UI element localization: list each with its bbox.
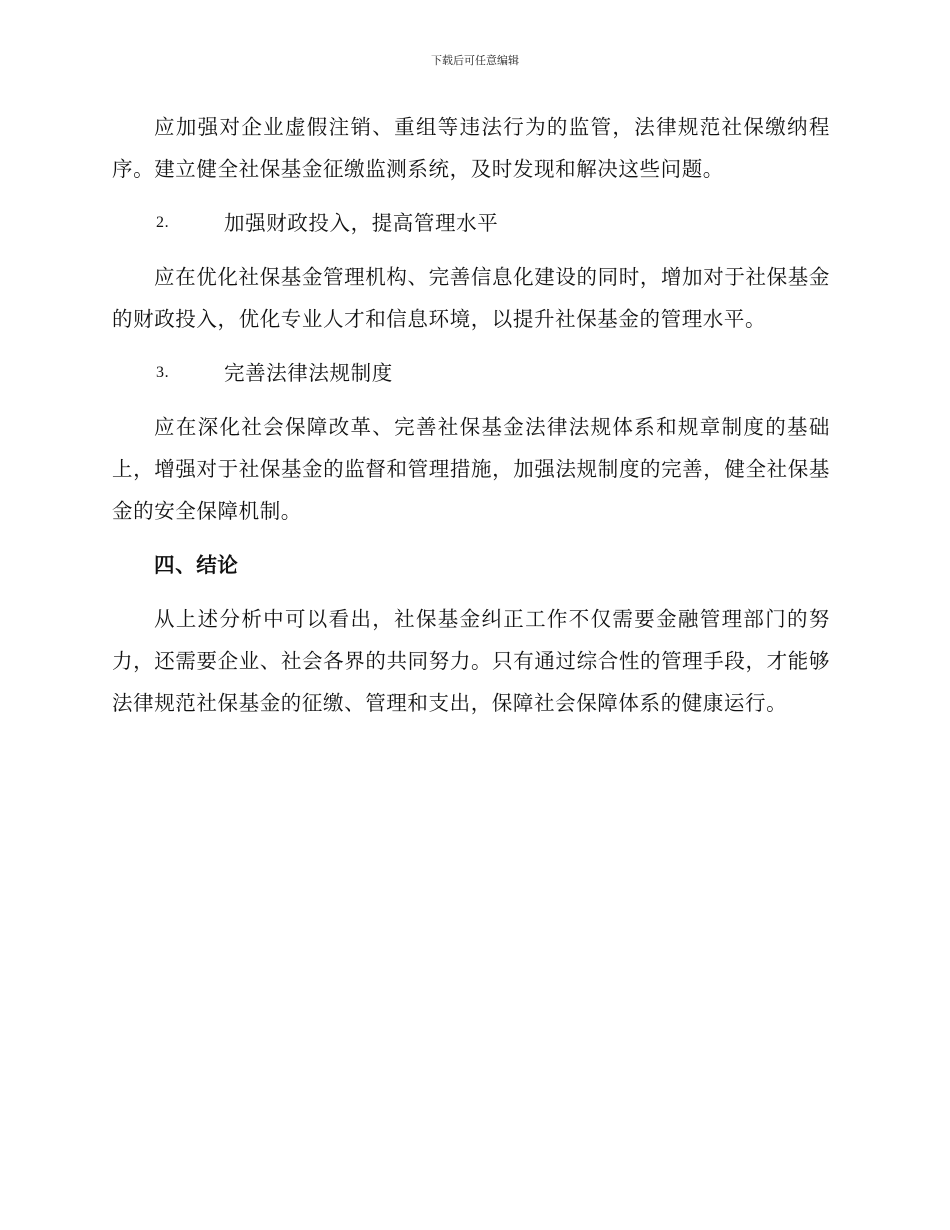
section-heading-conclusion: 四、结论 (154, 553, 239, 577)
list-item-title: 完善法律法规制度 (224, 361, 393, 385)
list-item-title: 加强财政投入，提高管理水平 (224, 211, 499, 235)
list-item-3 (112, 352, 830, 394)
paragraph-law: 应在深化社会保障改革、完善社保基金法律法规体系和规章制度的基础上，增强对于社保基金的监督和管理措施，加强法规制度的完善，健全社保基金的安全保障机制。 (112, 415, 830, 523)
page-header: 下载后可任意编辑 (431, 54, 519, 67)
list-item-number: 2. (156, 214, 170, 231)
list-item-2 (112, 202, 830, 244)
list-item-number: 3. (156, 364, 170, 381)
paragraph-supervision: 应加强对企业虚假注销、重组等违法行为的监管，法律规范社保缴纳程序。建立健全社保基金征缴监测系统，及时发现和解决这些问题。 (112, 115, 830, 181)
paragraph-conclusion: 从上述分析中可以看出，社保基金纠正工作不仅需要金融管理部门的努力，还需要企业、社会各界的共同努力。只有通过综合性的管理手段，才能够法律规范社保基金的征缴、管理和支出，保障社会保障体系的健康运行。 (112, 607, 830, 715)
document-body (112, 106, 830, 724)
paragraph-finance: 应在优化社保基金管理机构、完善信息化建设的同时，增加对于社保基金的财政投入，优化专业人才和信息环境，以提升社保基金的管理水平。 (112, 265, 830, 331)
